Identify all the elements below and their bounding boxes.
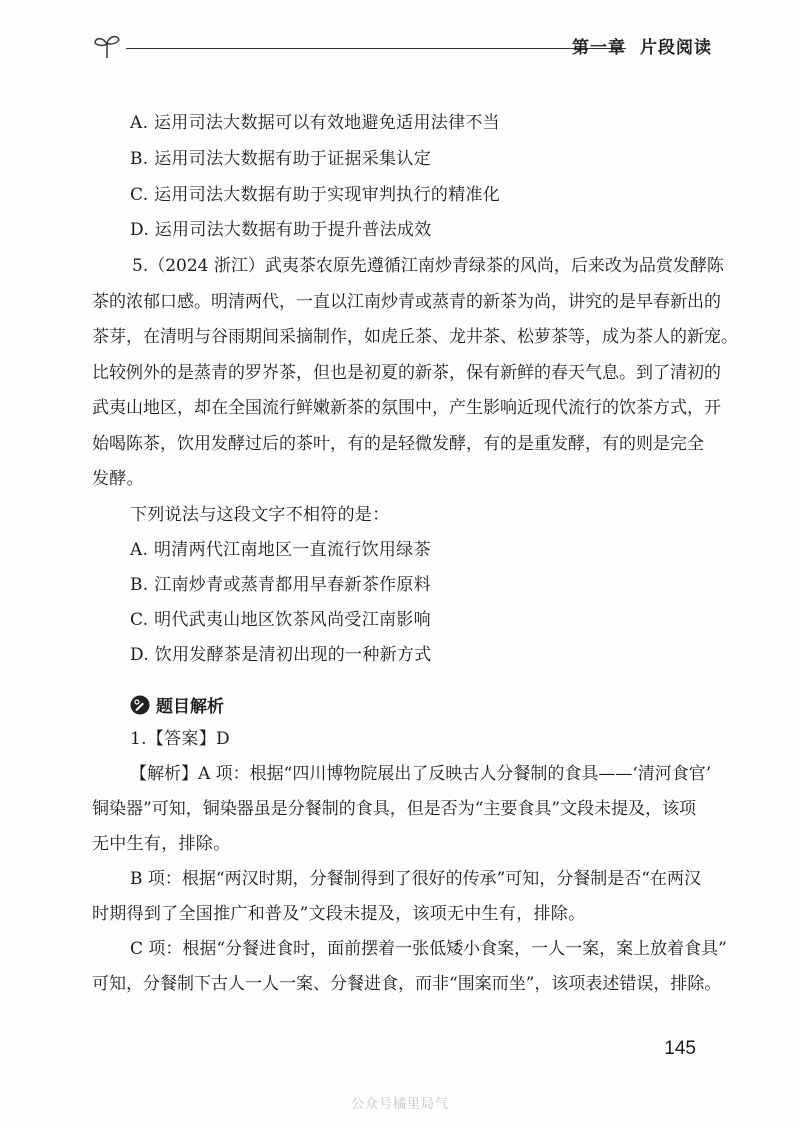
page-number: 145 <box>664 1038 696 1059</box>
q5-prompt: 下列说法与这段文字不相符的是： <box>130 505 390 525</box>
q5-option-a: A. 明清两代江南地区一直流行饮用绿茶 <box>130 540 431 560</box>
chapter-title <box>558 33 712 58</box>
chapter-section: 片段阅读 <box>640 38 712 58</box>
q5-option-c: C. 明代武夷山地区饮茶风尚受江南影响 <box>130 610 431 630</box>
analysis-line: 时期得到了全国推广和普及”文段未提及，该项无中生有，排除。 <box>92 904 586 924</box>
q5-passage-line: 5.（2024 浙江）武夷茶农原先遵循江南炒青绿茶的风尚，后来改为品赏发酵陈 <box>132 256 724 276</box>
pen-badge-icon <box>130 695 150 715</box>
q5-option-b: B. 江南炒青或蒸青都用早春新茶作原料 <box>130 575 431 595</box>
prev-option-c: C. 运用司法大数据有助于实现审判执行的精准化 <box>130 185 501 205</box>
analysis-heading <box>130 692 224 717</box>
q5-passage-line: 比较例外的是蒸青的罗岕茶，但也是初夏的新茶，保有新鲜的春天气息。到了清初的 <box>92 363 721 383</box>
q5-passage-line: 茶芽，在清明与谷雨期间采摘制作，如虎丘茶、龙井茶、松萝茶等，成为茶人的新宠。 <box>92 327 738 347</box>
prev-option-a: A. 运用司法大数据可以有效地避免适用法律不当 <box>130 113 500 133</box>
analysis-line: 可知，分餐制下古人一人一案、分餐进食，而非“围案而坐”，该项表述错误，排除。 <box>92 974 722 994</box>
analysis-title: 题目解析 <box>156 697 224 717</box>
header-rule <box>126 48 626 49</box>
q5-passage-line: 茶的浓郁口感。明清两代，一直以江南炒青或蒸青的新茶为尚，讲究的是早春新出的 <box>92 292 721 312</box>
q5-passage-line: 武夷山地区，却在全国流行鲜嫩新茶的氛围中，产生影响近现代流行的饮茶方式，开 <box>92 398 721 418</box>
analysis-line: 【解析】A 项：根据“四川博物院展出了反映古人分餐制的食具——‘清河食官’ <box>130 764 712 784</box>
sprout-icon <box>92 32 122 60</box>
analysis-line: B 项：根据“两汉时期，分餐制得到了很好的传承”可知，分餐制是否“在两汉 <box>130 869 701 889</box>
answer-line: 1.【答案】D <box>130 729 230 749</box>
q5-option-d: D. 饮用发酵茶是清初出现的一种新方式 <box>130 645 432 665</box>
prev-option-b: B. 运用司法大数据有助于证据采集认定 <box>130 149 431 169</box>
prev-option-d: D. 运用司法大数据有助于提升普法成效 <box>130 220 432 240</box>
page-header <box>92 30 712 64</box>
analysis-line: 无中生有，排除。 <box>92 834 231 854</box>
q5-passage-line: 始喝陈茶，饮用发酵过后的茶叶，有的是轻微发酵，有的是重发酵，有的则是完全 <box>92 434 704 454</box>
q5-passage-line: 发酵。 <box>92 469 144 489</box>
chapter-number: 第一章 <box>572 38 626 58</box>
watermark: 公众号橘里局气 <box>350 1097 449 1112</box>
analysis-line: C 项：根据“分餐进食时，面前摆着一张低矮小食案，一人一案，案上放着食具” <box>130 939 727 959</box>
analysis-line: 铜染器”可知，铜染器虽是分餐制的食具，但是否为“主要食具”文段未提及，该项 <box>92 799 697 819</box>
